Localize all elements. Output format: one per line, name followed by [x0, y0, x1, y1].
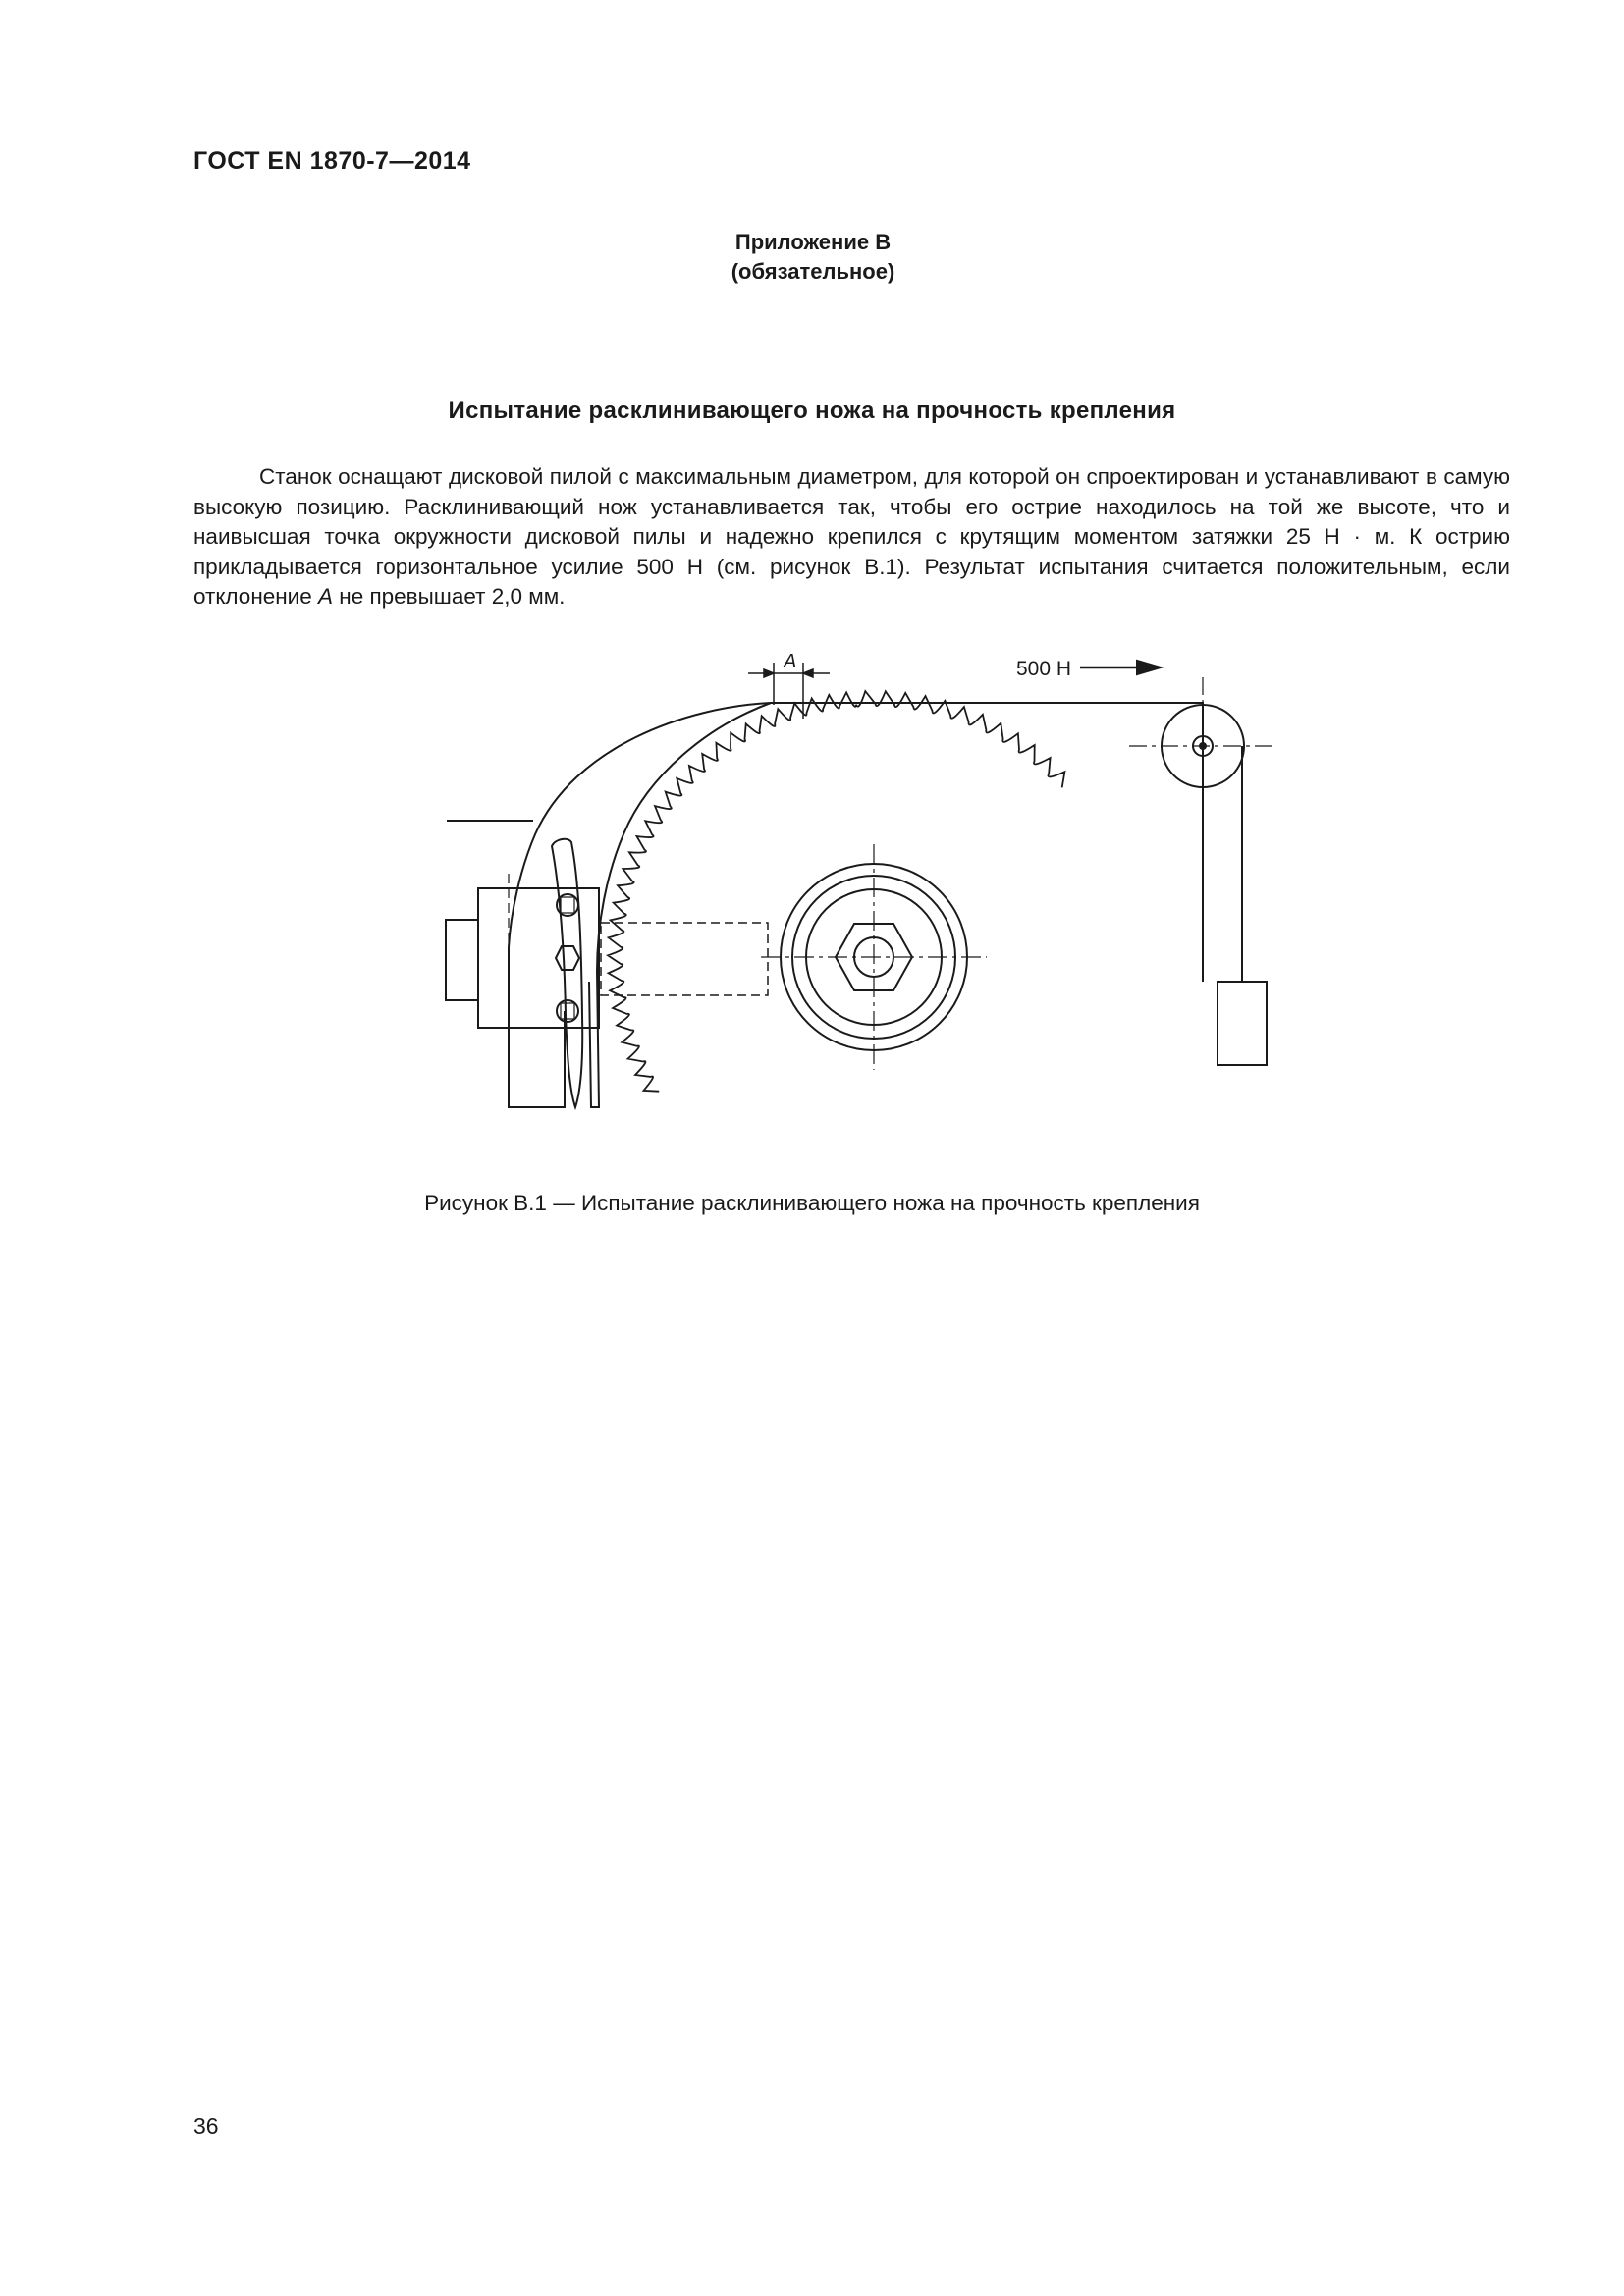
body-text-end: не превышает 2,0 мм. — [333, 584, 566, 609]
pulley — [1129, 677, 1276, 815]
figure-riving-knife-test — [432, 638, 1296, 1168]
hidden-arbor — [601, 923, 768, 995]
weight — [1218, 982, 1267, 1065]
label-force: 500 Н — [1016, 658, 1072, 680]
cable — [771, 703, 1203, 982]
standard-identifier: ГОСТ EN 1870-7—2014 — [193, 147, 471, 175]
force-arrow-icon — [1080, 661, 1161, 674]
page-number: 36 — [193, 2113, 219, 2139]
bolt-bottom — [557, 1000, 578, 1022]
annex-title: Приложение В — [734, 230, 892, 254]
figure-caption: Рисунок В.1 — Испытание расклинивающего ножа на прочность крепления — [424, 1191, 1200, 1215]
bolt-middle — [556, 946, 579, 970]
label-deflection: А — [784, 651, 797, 672]
annex-heading — [0, 228, 1624, 287]
body-text-variable: А — [318, 584, 334, 609]
section-title: Испытание расклинивающего ножа на прочность крепления — [448, 398, 1176, 424]
body-paragraph — [193, 462, 1510, 613]
knife-slot — [552, 839, 582, 1107]
figure-diagram — [432, 638, 1296, 1168]
annex-status: (обязательное) — [731, 259, 895, 284]
arbor-flange — [761, 844, 987, 1070]
body-text-main: Станок оснащают дисковой пилой с максимальным диаметром, для которой он спроектирован и устанавливают в самую высокую позицию. Расклинивающий нож устанавливается так, чтобы его острие находилось на той же высоте, что и наивысшая точка окружности дисковой пилы и надежно крепился с крутящим моментом затяжки 25 Н · м. К острию прикладывается горизонтальное усилие 500 Н (см. рисунок В.1). Результат испытания считается положительным, если отклонение — [193, 464, 1510, 609]
clamp-plate — [446, 920, 478, 1000]
saw-blade-teeth — [608, 691, 1064, 1092]
